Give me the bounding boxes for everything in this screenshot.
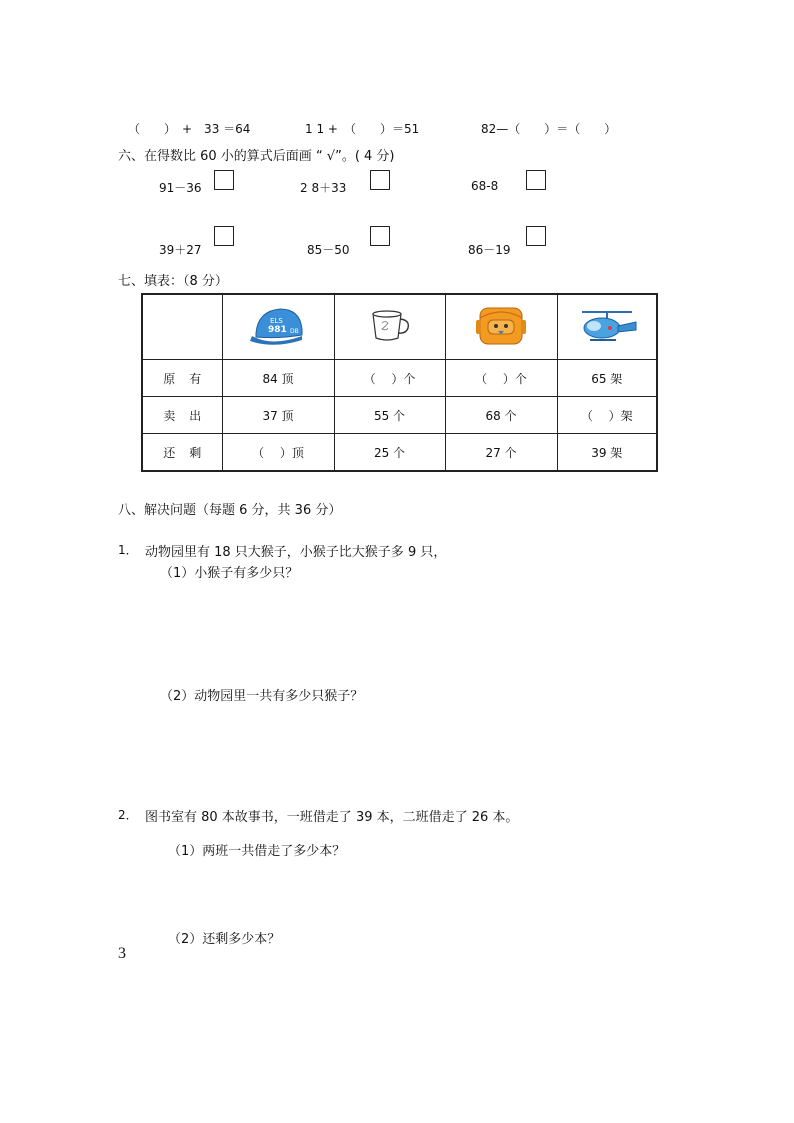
- table-corner-cell: [142, 294, 222, 360]
- equation-3: 82—（ ）＝（ ）: [481, 122, 617, 136]
- expression-91-36: 91－36: [159, 181, 202, 195]
- section-6-heading: 六、在得数比 60 小的算式后面画 “ √”。( 4 分): [118, 149, 395, 164]
- table-cell: 39 架: [557, 434, 657, 472]
- answer-checkbox[interactable]: [526, 170, 546, 190]
- table-header-cup: [334, 294, 445, 360]
- question-1-text: 动物园里有 18 只大猴子，小猴子比大猴子多 9 只，: [145, 545, 447, 560]
- table-cell: 25 个: [334, 434, 445, 472]
- section-7-heading: 七、填表：（8 分）: [118, 274, 228, 289]
- cup-icon: [368, 308, 412, 344]
- table-cell: 84 顶: [222, 360, 334, 397]
- cap-icon: [248, 303, 308, 349]
- answer-checkbox[interactable]: [214, 226, 234, 246]
- equation-1: （ ） + 33 ＝64: [128, 122, 251, 136]
- row-label-sold: 卖 出: [142, 397, 222, 434]
- row-label-remaining: 还 剩: [142, 434, 222, 472]
- equation-2: 1 1 + （ ）＝51: [305, 122, 420, 136]
- table-row: [142, 434, 657, 472]
- table-cell: 68 个: [445, 397, 557, 434]
- question-2-part-2: （2）还剩多少本？: [168, 932, 281, 947]
- answer-checkbox[interactable]: [370, 226, 390, 246]
- helicopter-icon: [572, 306, 642, 346]
- backpack-icon: [474, 304, 528, 348]
- question-2-number: 2．: [118, 808, 138, 822]
- expression-68-8: 68-8: [471, 179, 499, 193]
- expression-86-19: 86－19: [468, 243, 511, 257]
- expression-28-33: 2 8＋33: [300, 181, 347, 195]
- table-header-row: [142, 294, 657, 360]
- page-number: 3: [118, 945, 126, 962]
- table-cell-blank[interactable]: （ ）个: [334, 360, 445, 397]
- table-cell: 27 个: [445, 434, 557, 472]
- fill-in-table: [141, 293, 658, 472]
- table-header-backpack: [445, 294, 557, 360]
- question-1-part-1: （1）小猴子有多少只？: [160, 566, 299, 581]
- table-cell-blank[interactable]: （ ）顶: [222, 434, 334, 472]
- question-1-part-2: （2）动物园里一共有多少只猴子？: [160, 689, 364, 704]
- svg-text:981: 981: [268, 324, 287, 335]
- answer-checkbox[interactable]: [214, 170, 234, 190]
- table-header-helicopter: [557, 294, 657, 360]
- table-cell-blank[interactable]: （ ）架: [557, 397, 657, 434]
- expression-39-27: 39＋27: [159, 243, 202, 257]
- svg-text:DB: DB: [290, 327, 299, 335]
- table-header-cap: [222, 294, 334, 360]
- svg-text:ELS: ELS: [270, 316, 283, 325]
- expression-85-50: 85－50: [307, 243, 350, 257]
- answer-checkbox[interactable]: [526, 226, 546, 246]
- table-cell: 65 架: [557, 360, 657, 397]
- row-label-original: 原 有: [142, 360, 222, 397]
- answer-checkbox[interactable]: [370, 170, 390, 190]
- table-row: [142, 360, 657, 397]
- table-cell: 37 顶: [222, 397, 334, 434]
- table-cell: 55 个: [334, 397, 445, 434]
- table-row: [142, 397, 657, 434]
- question-1-number: 1．: [118, 543, 138, 557]
- question-2-text: 图书室有 80 本故事书，一班借走了 39 本，二班借走了 26 本。: [145, 810, 519, 825]
- section-8-heading: 八、解决问题（每题 6 分，共 36 分）: [118, 503, 342, 518]
- table-cell-blank[interactable]: （ ）个: [445, 360, 557, 397]
- question-2-part-1: （1）两班一共借走了多少本？: [168, 844, 346, 859]
